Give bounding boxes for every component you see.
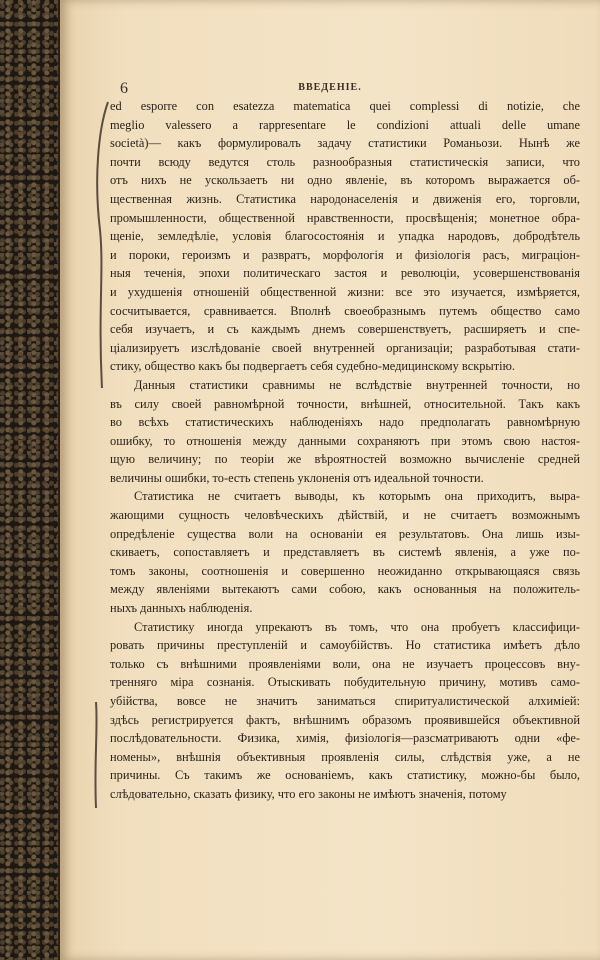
text-line: промышленности, общественной нравственности, просвѣщенія; монетное обра- bbox=[110, 210, 580, 225]
text-line: отъ нихъ не ускользаетъ ни одно явленіе, въ которомъ выражается об- bbox=[110, 173, 580, 188]
text-line: и пороки, героизмъ и развратъ, морфологія и физіологія расъ, миграціон- bbox=[110, 247, 580, 262]
text-line: себя изучаетъ, и съ каждымъ днемъ совершенствуетъ, расширяетъ и спе- bbox=[110, 322, 580, 337]
text-line: причины. Съ такимъ же основаніемъ, какъ статистику, можно-бы было, bbox=[110, 768, 580, 783]
text-line: только съ внѣшними проявленіями воли, она не изучаетъ процессовъ вну- bbox=[110, 656, 580, 671]
text-line: ровать причины преступленій и самоубійствъ. Но статистика имѣетъ дѣло bbox=[110, 638, 580, 653]
paragraph bbox=[110, 97, 580, 376]
text-line: щественная жизнь. Статистика народонаселенія и движенія его, торговли, bbox=[110, 191, 580, 206]
text-line: meglio valessero a rappresentare le condizioni attuali delle umane bbox=[110, 117, 580, 132]
text-line: щую величину; по теоріи же вѣроятностей возможно вычисленіе средней bbox=[110, 452, 580, 467]
paragraph bbox=[110, 376, 580, 488]
text-line: ціализируетъ изслѣдованіе своей внутренней организаціи; разработывая стати- bbox=[110, 340, 580, 355]
text-line: Статистика не считаетъ выводы, къ которымъ она приходитъ, выра- bbox=[134, 489, 580, 504]
text-line: тренняго міра сознанія. Отыскивать побудительную причину, мотивъ само- bbox=[110, 675, 580, 690]
text-line: ныя теченія, эпохи политическаго застоя и революціи, усовершенствованія bbox=[110, 266, 580, 281]
running-title: ВВЕДЕНІЕ. bbox=[298, 82, 362, 93]
text-line: Данныя статистики сравнимы не вслѣдствіе внутренней точности, но bbox=[134, 377, 580, 392]
text-line: почти всюду ведутся столь разнообразныя статистическія записи, что bbox=[110, 154, 580, 169]
text-line: ошибку, то отношенія между данными сохраняютъ при этомъ свою настоя- bbox=[110, 433, 580, 448]
text-line: между явленіями вытекаютъ сами собою, какъ основанныя на положитель- bbox=[110, 582, 580, 597]
text-line: томъ законы, соотношенія и совершенно неожиданно открывающаяся связь bbox=[110, 563, 580, 578]
text-line: жающими сущность человѣческихъ дѣйствій, и не считаетъ возможнымъ bbox=[110, 508, 580, 523]
text-line: società)— какъ формулировалъ задачу статистики Романьози. Нынѣ же bbox=[110, 136, 580, 151]
body-text bbox=[110, 97, 580, 804]
text-line: убійства, вовсе не значитъ заниматься спиритуалистической алхиміей: bbox=[110, 694, 580, 708]
margin-pencil-mark-short bbox=[86, 700, 106, 810]
text-line: въ силу своей равномѣрной точности, внѣшней, относительной. Такъ какъ bbox=[110, 396, 580, 411]
text-line: величины ошибки, то-есть степень уклоненія отъ идеальной точности. bbox=[110, 470, 484, 485]
text-line: во всѣхъ статистическихъ наблюденіяхъ надо предполагать равномѣрную bbox=[110, 415, 580, 430]
book-binding-edge bbox=[0, 0, 58, 960]
text-line: Статистику иногда упрекаютъ въ томъ, что она пробуетъ классифици- bbox=[134, 619, 580, 634]
text-line: стику, общество какъ бы подвергаетъ себя судебно-медицинскому вскрытію. bbox=[110, 359, 515, 374]
paragraph bbox=[110, 487, 580, 617]
text-line: здѣсь регистрируется фактъ, внѣшнимъ образомъ проявившейся объективной bbox=[110, 712, 580, 727]
text-line: ed esporre con esatezza matematica quei complessi di notizie, che bbox=[110, 99, 580, 113]
text-line: и ухудшенія отношеній общественной жизни: все это изучается, измѣряется, bbox=[110, 284, 580, 299]
text-line: скиваетъ, сопоставляетъ и представляетъ въ системѣ явленія, а уже по- bbox=[110, 545, 580, 560]
text-line: номены», внѣшнія объективныя проявленія силы, слѣдствія уже, а не bbox=[110, 749, 580, 764]
text-line: слѣдовательно, сказать физику, что его законы не имѣютъ значенія, потому bbox=[110, 786, 507, 801]
text-line: опредѣленіе существа воли на основаніи ея результатовъ. Она лишь изы- bbox=[110, 526, 580, 541]
page-number: 6 bbox=[120, 80, 128, 97]
text-line: щеніе, земледѣліе, условія благосостоянія и упадка народовъ, добродѣтель bbox=[110, 229, 580, 244]
text-line: сосчитывается, сравнивается. Вполнѣ своеобразнымъ путемъ общество само bbox=[110, 303, 580, 318]
text-line: ныхъ данныхъ наблюденія. bbox=[110, 601, 253, 616]
text-line: послѣдовательности. Физика, химія, физіологія—разсматриваютъ одни «фе- bbox=[110, 731, 580, 746]
paragraph bbox=[110, 618, 580, 804]
